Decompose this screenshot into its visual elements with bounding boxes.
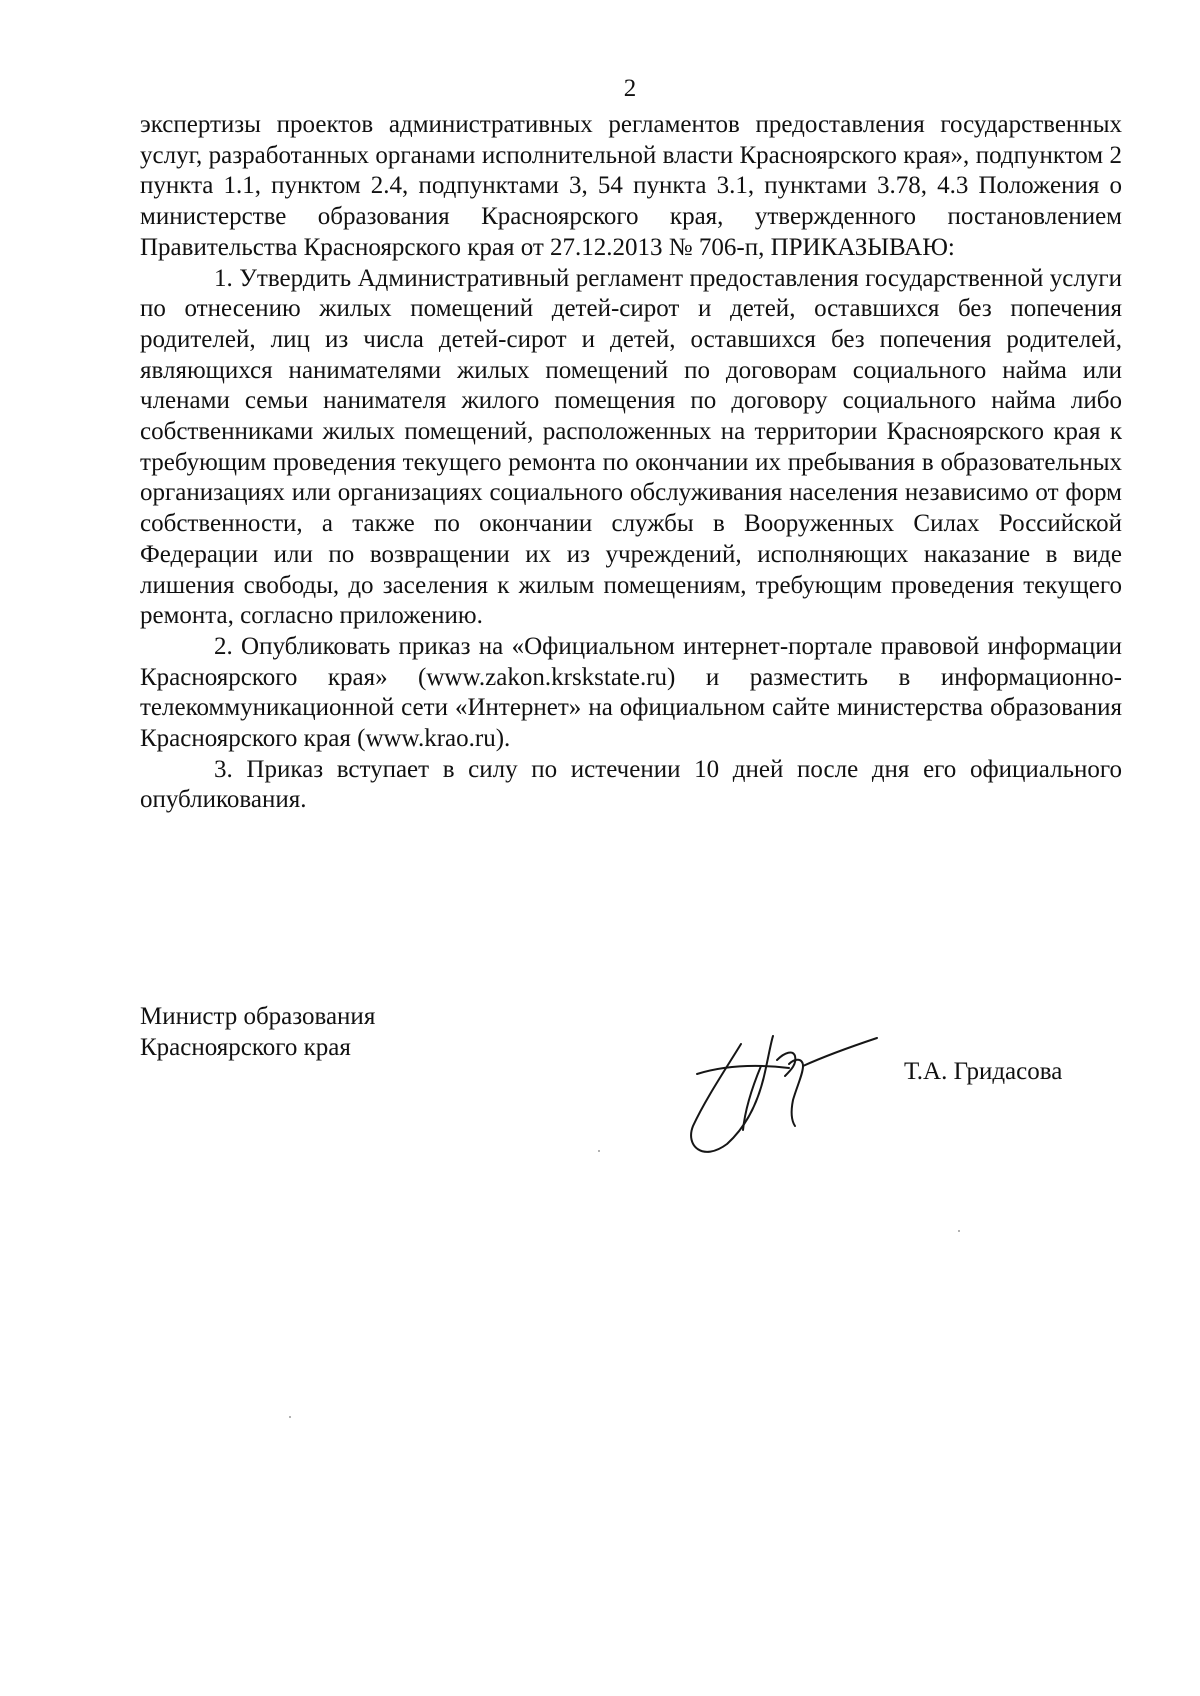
- scan-speck: [289, 1416, 291, 1418]
- signatory-position: [140, 1002, 375, 1063]
- scan-speck: [958, 1230, 960, 1232]
- paragraph-item-1: 1. Утвердить Административный регламент предоставления государственной услуги по отнесению жилых помещений детей-сирот и детей, оставшихся без попечения родителей, лиц из числа детей-сирот и детей, оставшихся без попечения родителей, являющихся нанимателями жилых помещений по договорам социального найма или членами семьи нанимателя жилого помещения по договору социального найма либо собственниками жилых помещений, расположенных на территории Красноярского края к требующим проведения текущего ремонта по окончании их пребывания в образовательных организациях или организациях социального обслуживания населения независимо от форм собственности, а также по окончании службы в Вооруженных Силах Российской Федерации или по возвращении их из учреждений, исполняющих наказание в виде лишения свободы, до заселения к жилым помещениям, требующим проведения текущего ремонта, согласно приложению.: [140, 264, 1122, 630]
- signatory-position-line-2: Красноярского края: [140, 1033, 351, 1061]
- paragraph-item-2: 2. Опубликовать приказ на «Официальном интернет-портале правовой информации Красноярского края» (www.zakon.krskstate.ru) и разместить в информационно-телекоммуникационной сети «Интернет» на официальном сайте министерства образования Красноярского края (www.krao.ru).: [140, 632, 1122, 753]
- signatory-position-line-1: Министр образования: [140, 1003, 376, 1030]
- signer-name: Т.А. Гридасова: [904, 1058, 1063, 1085]
- scan-speck: [598, 1150, 600, 1152]
- handwritten-signature: [685, 1030, 885, 1160]
- page-number: 2: [623, 75, 637, 102]
- paragraph-item-3: 3. Приказ вступает в силу по истечении 10 дней после дня его официального опубликования.: [140, 755, 1122, 814]
- document-body: [140, 110, 1122, 816]
- paragraph-preamble: экспертизы проектов административных регламентов предоставления государственных услуг, разработанных органами исполнительной власти Красноярского края», подпунктом 2 пункта 1.1, пунктом 2.4, подпунктами 3, 54 пункта 3.1, пунктами 3.78, 4.3 Положения о министерстве образования Красноярского края, утвержденного постановлением Правительства Красноярского края от 27.12.2013 № 706-п, ПРИКАЗЫВАЮ:: [140, 111, 1122, 261]
